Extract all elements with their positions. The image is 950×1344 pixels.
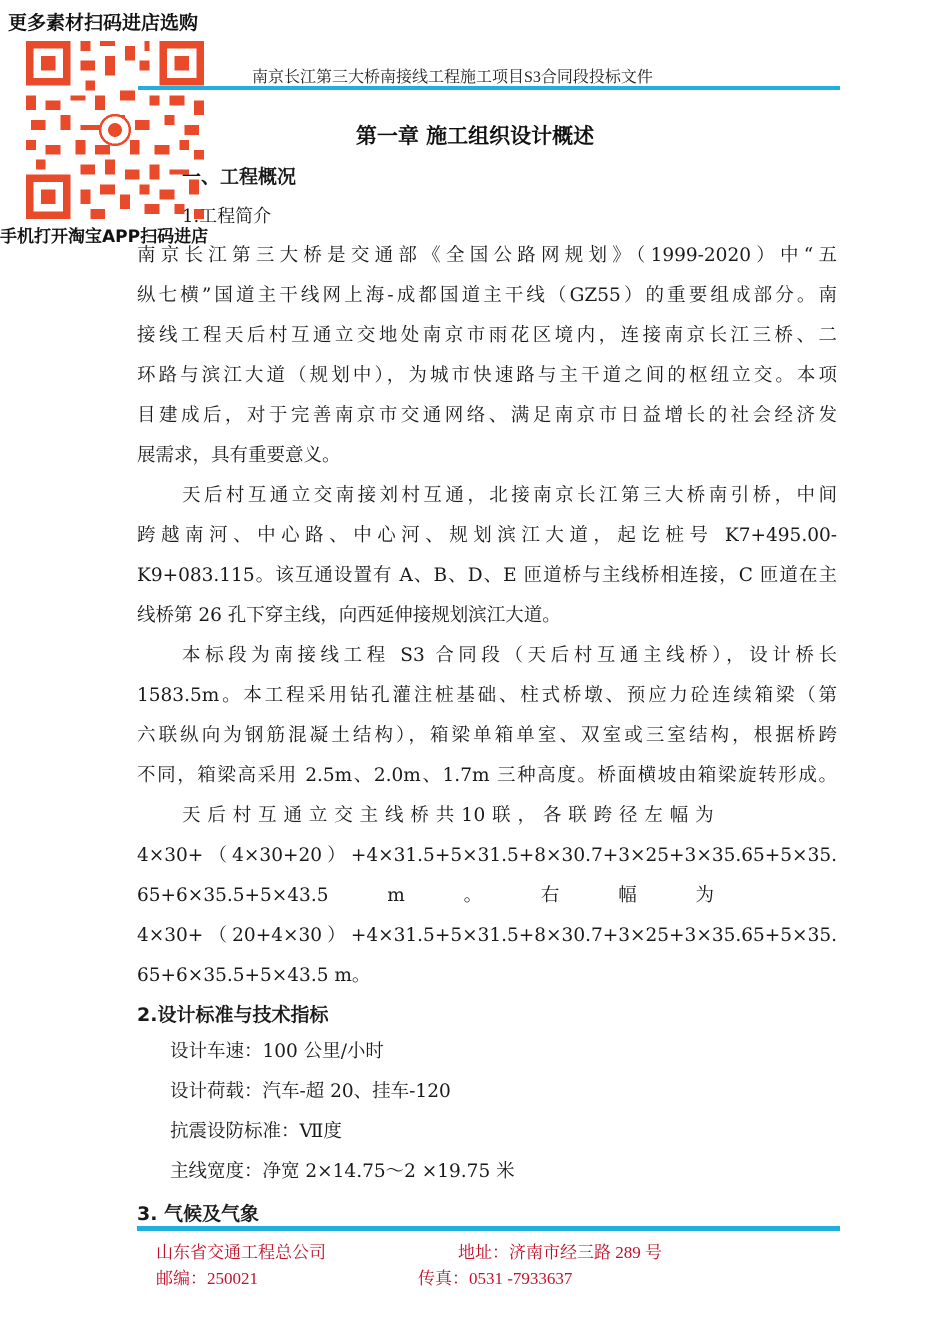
body-line: 南京长江第三大桥是交通部《全国公路网规划》（1999-2020）中“五 (137, 245, 837, 266)
footer-address: 地址：济南市经三路 289 号 (458, 1243, 662, 1262)
body-line: 环路与滨江大道（规划中），为城市快速路与主干道之间的枢纽立交。本项 (137, 365, 837, 386)
spec-seismic-standard: 抗震设防标准：Ⅶ度 (170, 1121, 342, 1142)
document-header-title: 南京长江第三大桥南接线工程施工项目S3合同段投标文件 (252, 69, 653, 86)
footer-divider (137, 1226, 840, 1231)
body-line: 纵七横”国道主干线网上海-成都国道主干线（GZ55）的重要组成部分。南 (137, 285, 837, 306)
footer-fax: 传真：0531 -7933637 (418, 1269, 573, 1288)
body-line: 天后村互通立交南接刘村互通，北接南京长江第三大桥南引桥，中间 (182, 485, 837, 506)
body-line: 接线工程天后村互通立交地处南京市雨花区境内，连接南京长江三桥、二 (137, 325, 837, 346)
body-line: 六联纵向为钢筋混凝土结构），箱梁单箱单室、双室或三室结构，根据桥跨 (137, 725, 837, 746)
footer-postcode: 邮编：250021 (156, 1269, 258, 1288)
body-line: 65+6×35.5+5×43.5 m 。 右 幅 为 (137, 885, 715, 906)
body-line: 4×30+（20+4×30）+4×31.5+5×31.5+8×30.7+3×25+3×35.65+5×35. (137, 925, 837, 946)
spec-design-load: 设计荷载：汽车-超 20、挂车-120 (170, 1081, 451, 1102)
spec-design-speed: 设计车速：100 公里/小时 (170, 1041, 384, 1062)
section-heading-design-standards: 2.设计标准与技术指标 (137, 1004, 329, 1026)
body-line: 65+6×35.5+5×43.5 m。 (137, 965, 371, 986)
chapter-title: 第一章 施工组织设计概述 (355, 124, 595, 148)
body-line: 4×30+（4×30+20）+4×31.5+5×31.5+8×30.7+3×25+3×35.65+5×35. (137, 845, 837, 866)
body-line: K9+083.115。该互通设置有 A、B、D、E 匝道桥与主线桥相连接，C 匝道在主 (137, 565, 837, 586)
body-line: 展需求，具有重要意义。 (137, 445, 341, 466)
promo-bottom-text: 手机打开淘宝APP扫码进店 (0, 227, 209, 247)
spec-mainline-width: 主线宽度：净宽 2×14.75～2 ×19.75 米 (170, 1161, 515, 1182)
body-line: 不同，箱梁高采用 2.5m、2.0m、1.7m 三种高度。桥面横坡由箱梁旋转形成。 (137, 765, 837, 786)
body-line: 目建成后，对于完善南京市交通网络、满足南京市日益增长的社会经济发 (137, 405, 837, 426)
section-heading-overview: 一、工程概况 (182, 166, 297, 188)
section-heading-climate: 3. 气候及气象 (137, 1203, 260, 1225)
body-line: 天 后 村 互 通 立 交 主 线 桥 共 10 联 ， 各 联 跨 径 左 幅 为 (182, 805, 715, 826)
subsection-heading-intro: 1.工程简介 (182, 206, 272, 227)
footer-company: 山东省交通工程总公司 (156, 1243, 326, 1262)
body-line: 线桥第 26 孔下穿主线，向西延伸接规划滨江大道。 (137, 605, 561, 626)
body-line: 本标段为南接线工程 S3 合同段（天后村互通主线桥），设计桥长 (182, 645, 837, 666)
body-line: 1583.5m。本工程采用钻孔灌注桩基础、柱式桥墩、预应力砼连续箱梁（第 (137, 685, 837, 706)
header-divider (138, 86, 840, 90)
promo-top-text: 更多素材扫码进店选购 (8, 12, 199, 34)
body-line: 跨越南河、中心路、中心河、规划滨江大道，起讫桩号 K7+495.00- (137, 525, 837, 546)
